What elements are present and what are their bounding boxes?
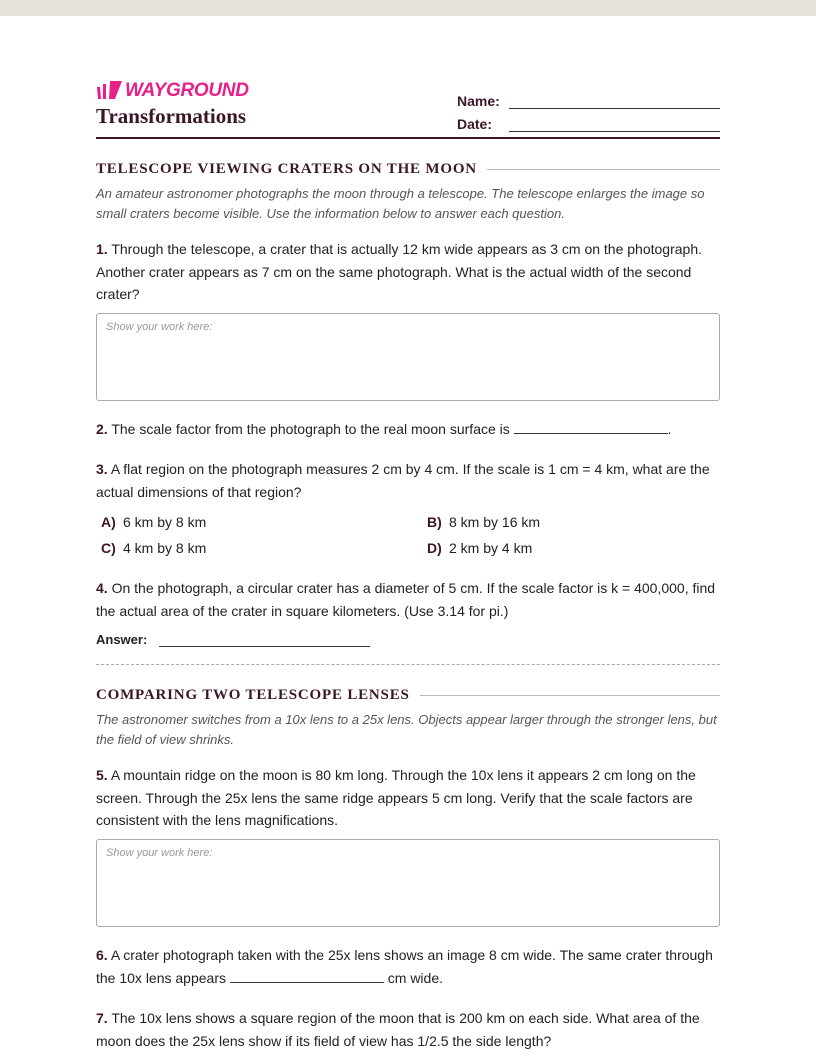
choice-d[interactable] (422, 540, 532, 556)
choice-a[interactable] (96, 514, 206, 530)
question-number: 4. (96, 580, 108, 596)
question-number: 5. (96, 767, 108, 783)
choice-letter: D) (427, 540, 442, 556)
section-heading (96, 161, 720, 178)
question-text: The scale factor from the photograph to the real moon surface is (111, 421, 510, 437)
question-6 (96, 944, 720, 989)
choice-text: 8 km by 16 km (449, 514, 541, 530)
work-box-5[interactable] (96, 839, 720, 927)
answer-blank[interactable] (230, 968, 384, 983)
name-field (457, 93, 720, 109)
question-4 (96, 577, 720, 622)
choice-letter: C) (101, 540, 116, 556)
answer-input-line[interactable] (159, 632, 370, 647)
section-heading (96, 687, 720, 704)
section-intro: The astronomer switches from a 10x lens to a 25x lens. Objects appear larger through the stronger lens, but the field of view shrinks. (96, 712, 717, 747)
question-end: . (667, 421, 672, 437)
answer-row (96, 632, 370, 647)
date-input-line[interactable] (509, 116, 720, 132)
section-heading-text: TELESCOPE VIEWING CRATERS ON THE MOON (96, 161, 477, 177)
page-title: Transformations (96, 104, 247, 128)
question-5 (96, 764, 720, 832)
question-number: 7. (96, 1010, 108, 1026)
wayground-logo-icon (96, 81, 122, 101)
question-1 (96, 238, 720, 306)
answer-label: Answer: (96, 632, 148, 647)
section-intro: An amateur astronomer photographs the moon through a telescope. The telescope enlarges the image so small craters become visible. Use the information below to answer each question. (96, 186, 705, 221)
question-2 (96, 418, 720, 441)
question-number: 3. (96, 461, 108, 477)
question-number: 2. (96, 421, 108, 437)
question-7 (96, 1007, 720, 1052)
work-box-1[interactable] (96, 313, 720, 401)
section-divider (96, 664, 720, 665)
work-box-placeholder: Show your work here: (106, 321, 213, 333)
question-3 (96, 458, 720, 503)
question-text: A crater photograph taken with the 25x lens shows an image 8 cm wide. The same crater through the 10x lens appears (96, 947, 713, 986)
worksheet-page (0, 16, 816, 1056)
name-label: Name: (457, 93, 500, 109)
question-number: 6. (96, 947, 108, 963)
answer-blank[interactable] (514, 419, 668, 434)
work-box-placeholder: Show your work here: (106, 847, 213, 859)
brand-name: WAYGROUND (125, 80, 249, 101)
choice-text: 2 km by 4 km (449, 540, 533, 556)
question-text: The 10x lens shows a square region of the moon that is 200 km on each side. What area of the moon does the 25x lens show if its field of view has 1/2.5 the side length? (96, 1010, 700, 1049)
section-heading-rule (487, 169, 720, 170)
section-heading-text: COMPARING TWO TELESCOPE LENSES (96, 687, 410, 703)
choice-text: 6 km by 8 km (123, 514, 207, 530)
question-text: Through the telescope, a crater that is actually 12 km wide appears as 3 cm on the photograph. Another crater appears as 7 cm on the same photograph. What is the actual width of the second crater? (96, 241, 703, 302)
question-text: On the photograph, a circular crater has a diameter of 5 cm. If the scale factor is k = 400,000, find the actual area of the crater in square kilometers. (Use 3.14 for pi.) (96, 580, 716, 619)
brand-logo (96, 80, 249, 102)
date-field (457, 116, 720, 132)
choice-c[interactable] (96, 540, 206, 556)
choice-letter: A) (101, 514, 116, 530)
question-end: cm wide. (387, 969, 443, 986)
question-text: A flat region on the photograph measures 2 cm by 4 cm. If the scale is 1 cm = 4 km, what are the actual dimensions of that region? (96, 461, 710, 500)
choice-b[interactable] (422, 514, 540, 530)
section-heading-rule (420, 695, 720, 696)
choice-text: 4 km by 8 km (123, 540, 207, 556)
question-number: 1. (96, 241, 108, 257)
date-label: Date: (457, 116, 493, 132)
choice-letter: B) (427, 514, 442, 530)
name-input-line[interactable] (509, 93, 720, 109)
question-text: A mountain ridge on the moon is 80 km long. Through the 10x lens it appears 2 cm long on the screen. Through the 25x lens the same ridge appears 5 cm long. Verify that the scale factors are consistent with the lens magnifications. (96, 767, 696, 828)
header-divider (96, 137, 720, 139)
